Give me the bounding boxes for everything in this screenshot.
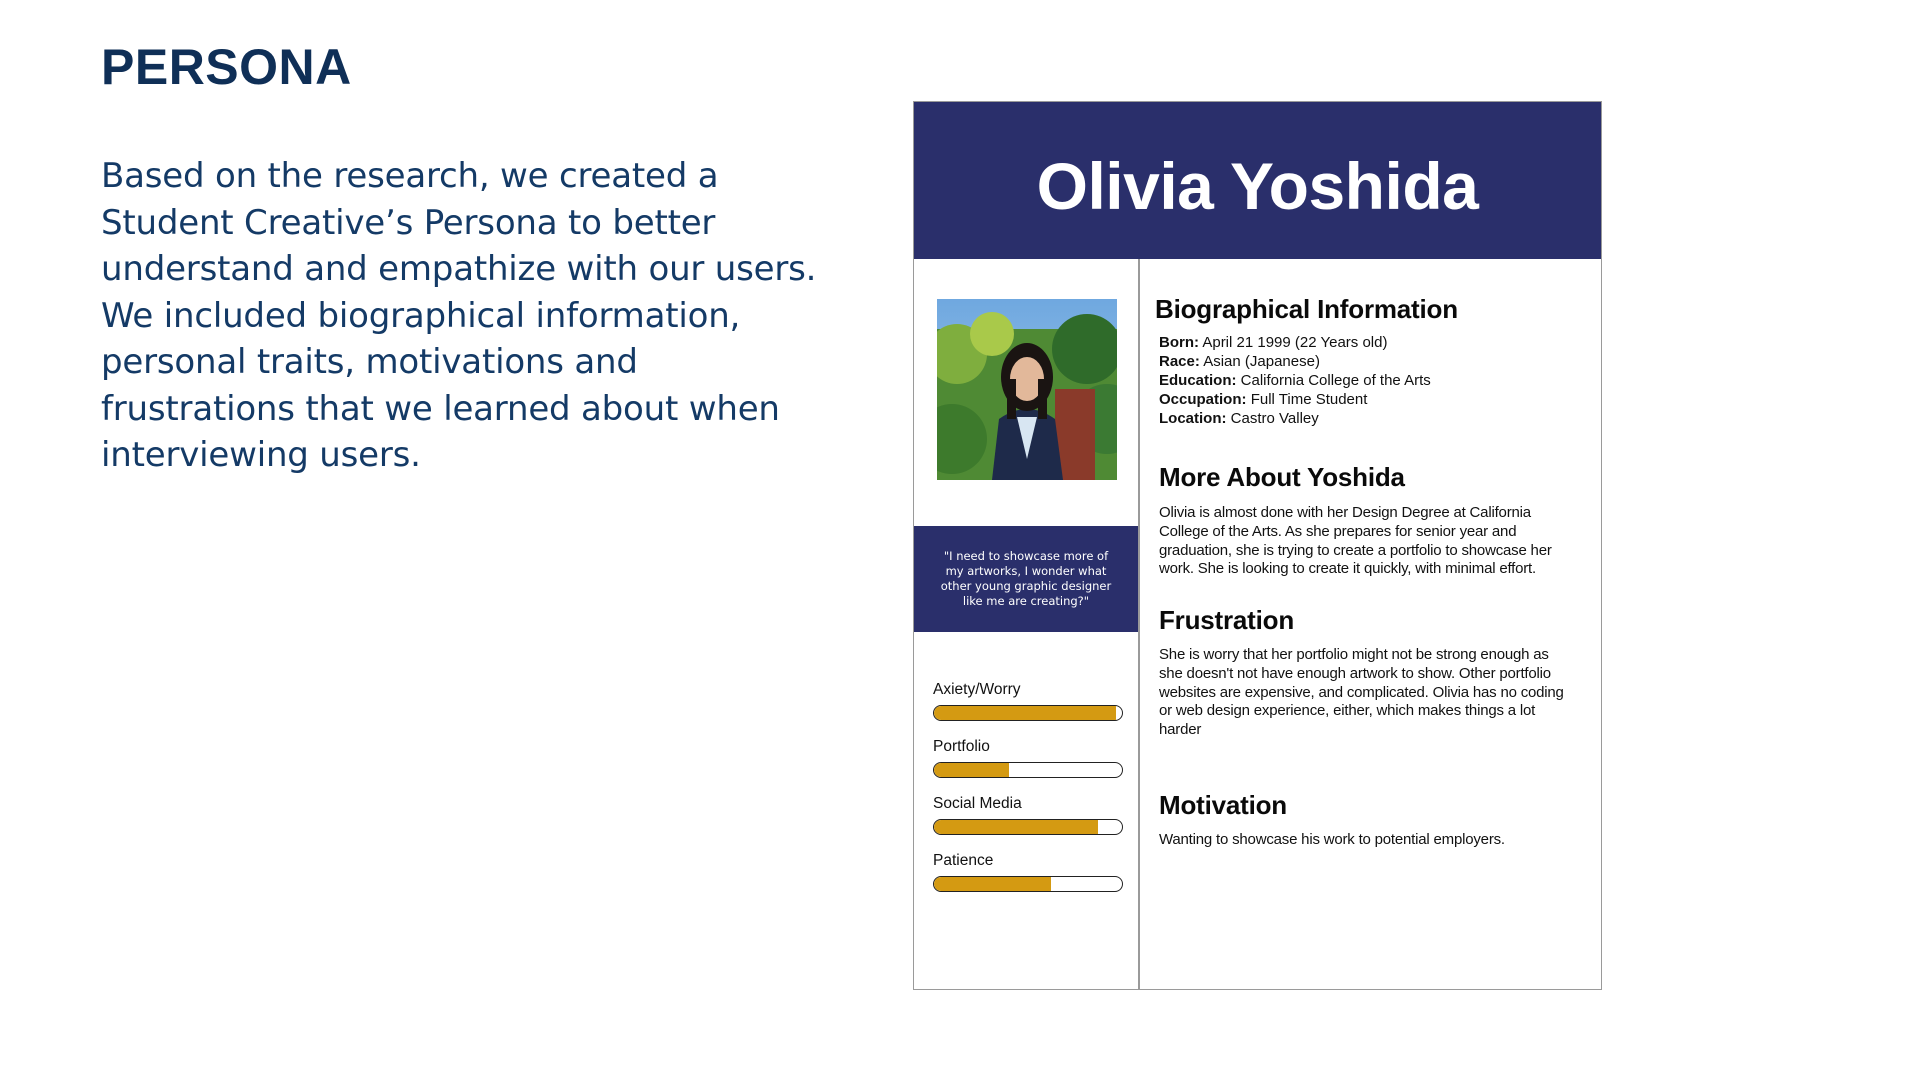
bio-row-occupation xyxy=(1159,390,1579,409)
persona-card xyxy=(913,101,1602,990)
persona-name: Olivia Yoshida xyxy=(1036,148,1479,223)
bio-key: Education: xyxy=(1159,372,1237,389)
trait-label: Social Media xyxy=(933,795,1022,812)
persona-quote-box xyxy=(914,526,1138,632)
persona-quote: "I need to showcase more of my artworks, I wonder what other young graphic designer like me are creating?" xyxy=(940,549,1112,608)
bio-value: Castro Valley xyxy=(1230,410,1319,427)
trait-portfolio xyxy=(933,737,1125,778)
bio-key: Race: xyxy=(1159,353,1200,370)
bio-row-race xyxy=(1159,352,1579,371)
bio-key: Location: xyxy=(1159,410,1227,427)
bio-row-location xyxy=(1159,409,1579,428)
bio-row-education xyxy=(1159,371,1579,390)
trait-patience xyxy=(933,851,1125,892)
intro-paragraph: Based on the research, we created a Student Creative’s Persona to better understand and empathize with our users. We included biographical information, personal traits, motivations and frustrations that we learned about when interviewing users. xyxy=(101,156,817,475)
persona-photo xyxy=(937,299,1117,480)
motivation-text: Wanting to showcase his work to potential employers. xyxy=(1159,831,1505,848)
frustration-text: She is worry that her portfolio might not be strong enough as she doesn't not have enough artwork to show. Other portfolio websites are expensive, and complicated. Olivia has no coding or web design experience, either, which makes things a lot harder xyxy=(1159,646,1564,739)
trait-bar-fill xyxy=(934,706,1116,720)
about-text: Olivia is almost done with her Design Degree at California College of the Arts. As she prepares for senior year and graduation, she is trying to create a portfolio to showcase her work. She is looking to create it quickly, with minimal effort. xyxy=(1159,504,1552,578)
trait-bar-fill xyxy=(934,877,1051,891)
bio-key: Occupation: xyxy=(1159,391,1247,408)
trait-anxiety xyxy=(933,680,1125,721)
trait-label: Portfolio xyxy=(933,738,990,755)
trait-bar xyxy=(933,819,1123,835)
bio-value: California College of the Arts xyxy=(1240,372,1431,389)
bio-heading: Biographical Information xyxy=(1155,294,1458,324)
trait-bar xyxy=(933,705,1123,721)
bio-row-born xyxy=(1159,333,1579,352)
trait-label: Axiety/Worry xyxy=(933,681,1021,698)
bio-key: Born: xyxy=(1159,334,1199,351)
bio-list xyxy=(1159,333,1579,428)
column-divider xyxy=(1138,259,1140,990)
bio-value: Full Time Student xyxy=(1250,391,1368,408)
motivation-heading: Motivation xyxy=(1159,790,1287,820)
page-title: PERSONA xyxy=(101,39,352,95)
trait-bar-fill xyxy=(934,763,1009,777)
persona-header xyxy=(914,102,1601,259)
bio-value: April 21 1999 (22 Years old) xyxy=(1202,334,1388,351)
bio-value: Asian (Japanese) xyxy=(1203,353,1320,370)
trait-bar-fill xyxy=(934,820,1098,834)
frustration-heading: Frustration xyxy=(1159,605,1295,635)
trait-bar xyxy=(933,876,1123,892)
about-heading: More About Yoshida xyxy=(1159,462,1405,492)
trait-social-media xyxy=(933,794,1125,835)
trait-label: Patience xyxy=(933,852,994,869)
trait-bar xyxy=(933,762,1123,778)
persona-photo-image xyxy=(937,299,1117,480)
